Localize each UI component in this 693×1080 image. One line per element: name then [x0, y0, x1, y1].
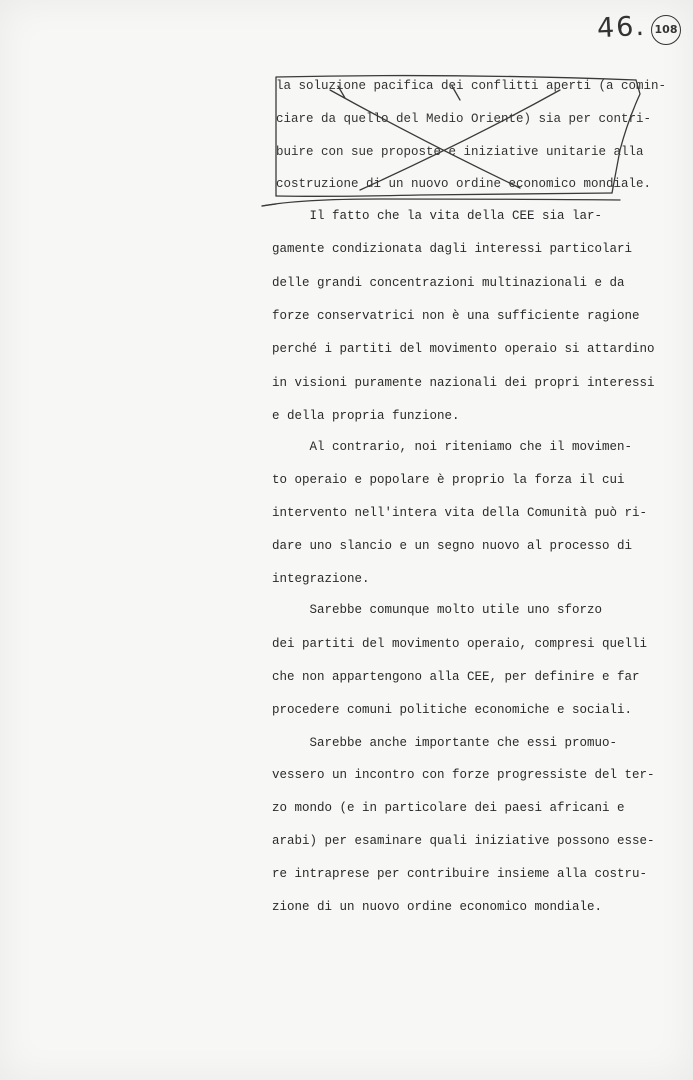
text-line: arabi) per esaminare quali iniziative possono esse-	[272, 834, 655, 848]
struck-line: costruzione di un nuovo ordine economico mondiale.	[276, 177, 652, 191]
text-line: re intraprese per contribuire insieme alla costru-	[272, 867, 648, 881]
text-line: dare uno slancio e un segno nuovo al processo di	[272, 539, 633, 553]
text-line: to operaio e popolare è proprio la forza il cui	[272, 473, 625, 487]
text-line: zo mondo (e in particolare dei paesi africani e	[272, 801, 625, 815]
text-line: Al contrario, noi riteniamo che il movimen-	[272, 440, 633, 454]
text-line: forze conservatrici non è una sufficiente ragione	[272, 309, 640, 323]
text-line: procedere comuni politiche economiche e sociali.	[272, 703, 633, 717]
text-line: zione di un nuovo ordine economico mondiale.	[272, 900, 603, 914]
handwritten-deletion-marks	[0, 0, 693, 230]
text-line: e della propria funzione.	[272, 409, 460, 423]
page-number: 46.	[596, 10, 647, 45]
struck-line: buire con sue proposte e iniziative unitarie alla	[276, 145, 644, 159]
text-line: che non appartengono alla CEE, per definire e far	[272, 670, 640, 684]
text-line: Sarebbe anche importante che essi promuo-	[272, 736, 618, 750]
text-line: vessero un incontro con forze progressiste del ter-	[272, 768, 655, 782]
struck-line: la soluzione pacifica dei conflitti aperti (a comin-	[276, 79, 667, 93]
text-line: dei partiti del movimento operaio, compresi quelli	[272, 637, 648, 651]
text-line: Il fatto che la vita della CEE sia lar-	[272, 209, 603, 223]
text-line: perché i partiti del movimento operaio si attardino	[272, 342, 655, 356]
text-line: in visioni puramente nazionali dei propri interessi	[272, 376, 655, 390]
struck-line: ciare da quello del Medio Oriente) sia per contri-	[276, 112, 652, 126]
text-line: integrazione.	[272, 572, 370, 586]
text-line: intervento nell'intera vita della Comunità può ri-	[272, 506, 648, 520]
text-line: Sarebbe comunque molto utile uno sforzo	[272, 603, 603, 617]
text-line: gamente condizionata dagli interessi particolari	[272, 242, 633, 256]
archive-number-circle: 108	[651, 15, 681, 45]
text-line: delle grandi concentrazioni multinazionali e da	[272, 276, 625, 290]
